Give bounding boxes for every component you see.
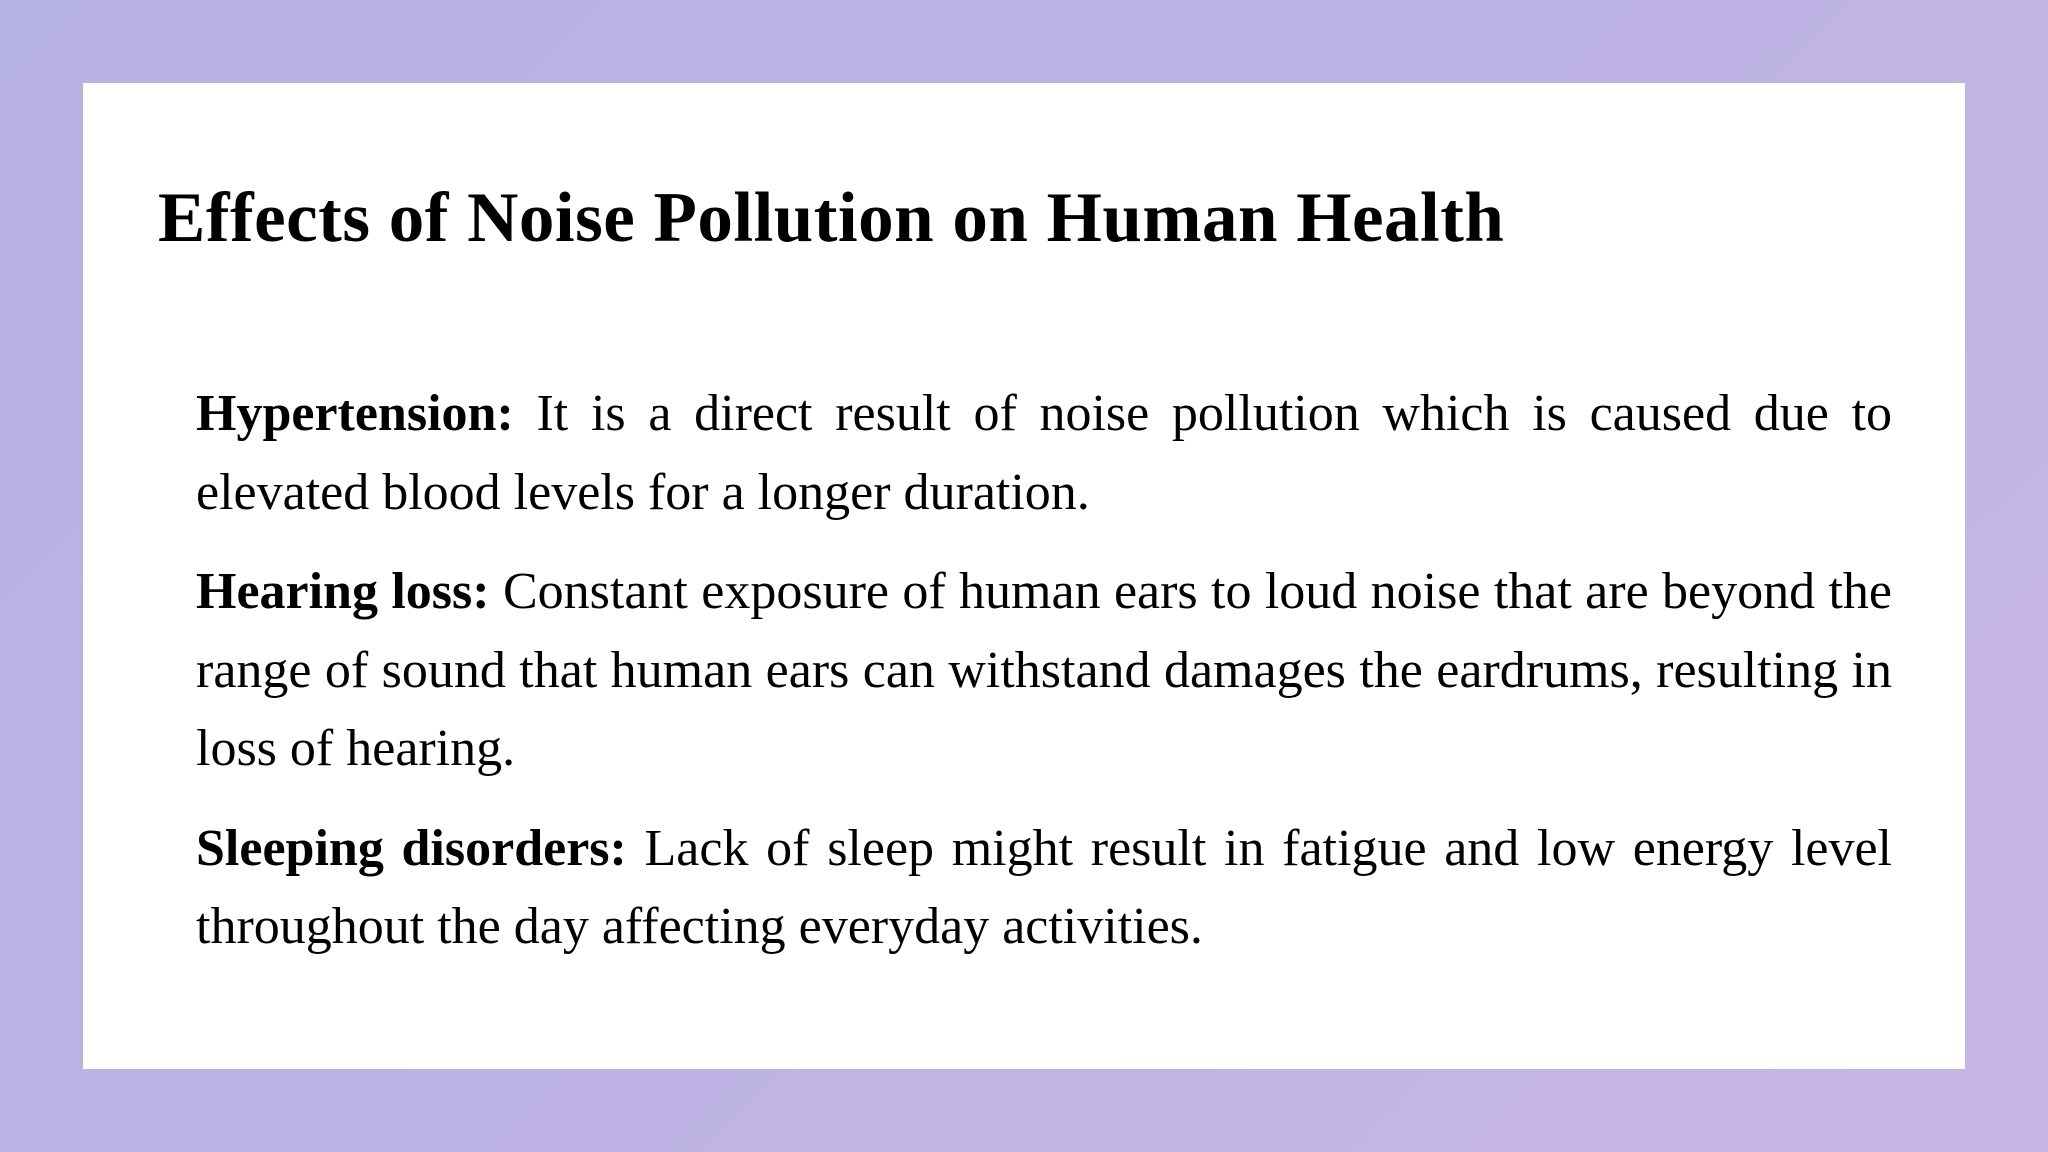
point-text: Constant exposure of human ears to loud noise that are beyond the range of sound that human ears can withstand damages the eardrums, resulting in loss of hearing.	[196, 563, 1893, 777]
point-term: Sleeping disorders:	[196, 819, 627, 877]
slide-title: Effects of Noise Pollution on Human Health	[158, 179, 1505, 257]
point-sleeping-disorders	[196, 810, 1892, 967]
point-hearing-loss	[196, 553, 1892, 789]
point-term: Hypertension:	[196, 385, 514, 442]
point-term: Hearing loss:	[196, 563, 490, 620]
point-text: Lack of sleep might result in fatigue and low energy level throughout the day affecting everyday activities.	[196, 819, 1892, 955]
slide-card	[83, 83, 1965, 1069]
point-text: It is a direct result of noise pollution which is caused due to elevated blood levels for a longer duration.	[196, 385, 1893, 521]
slide-content	[196, 375, 1892, 988]
point-hypertension	[196, 375, 1892, 532]
